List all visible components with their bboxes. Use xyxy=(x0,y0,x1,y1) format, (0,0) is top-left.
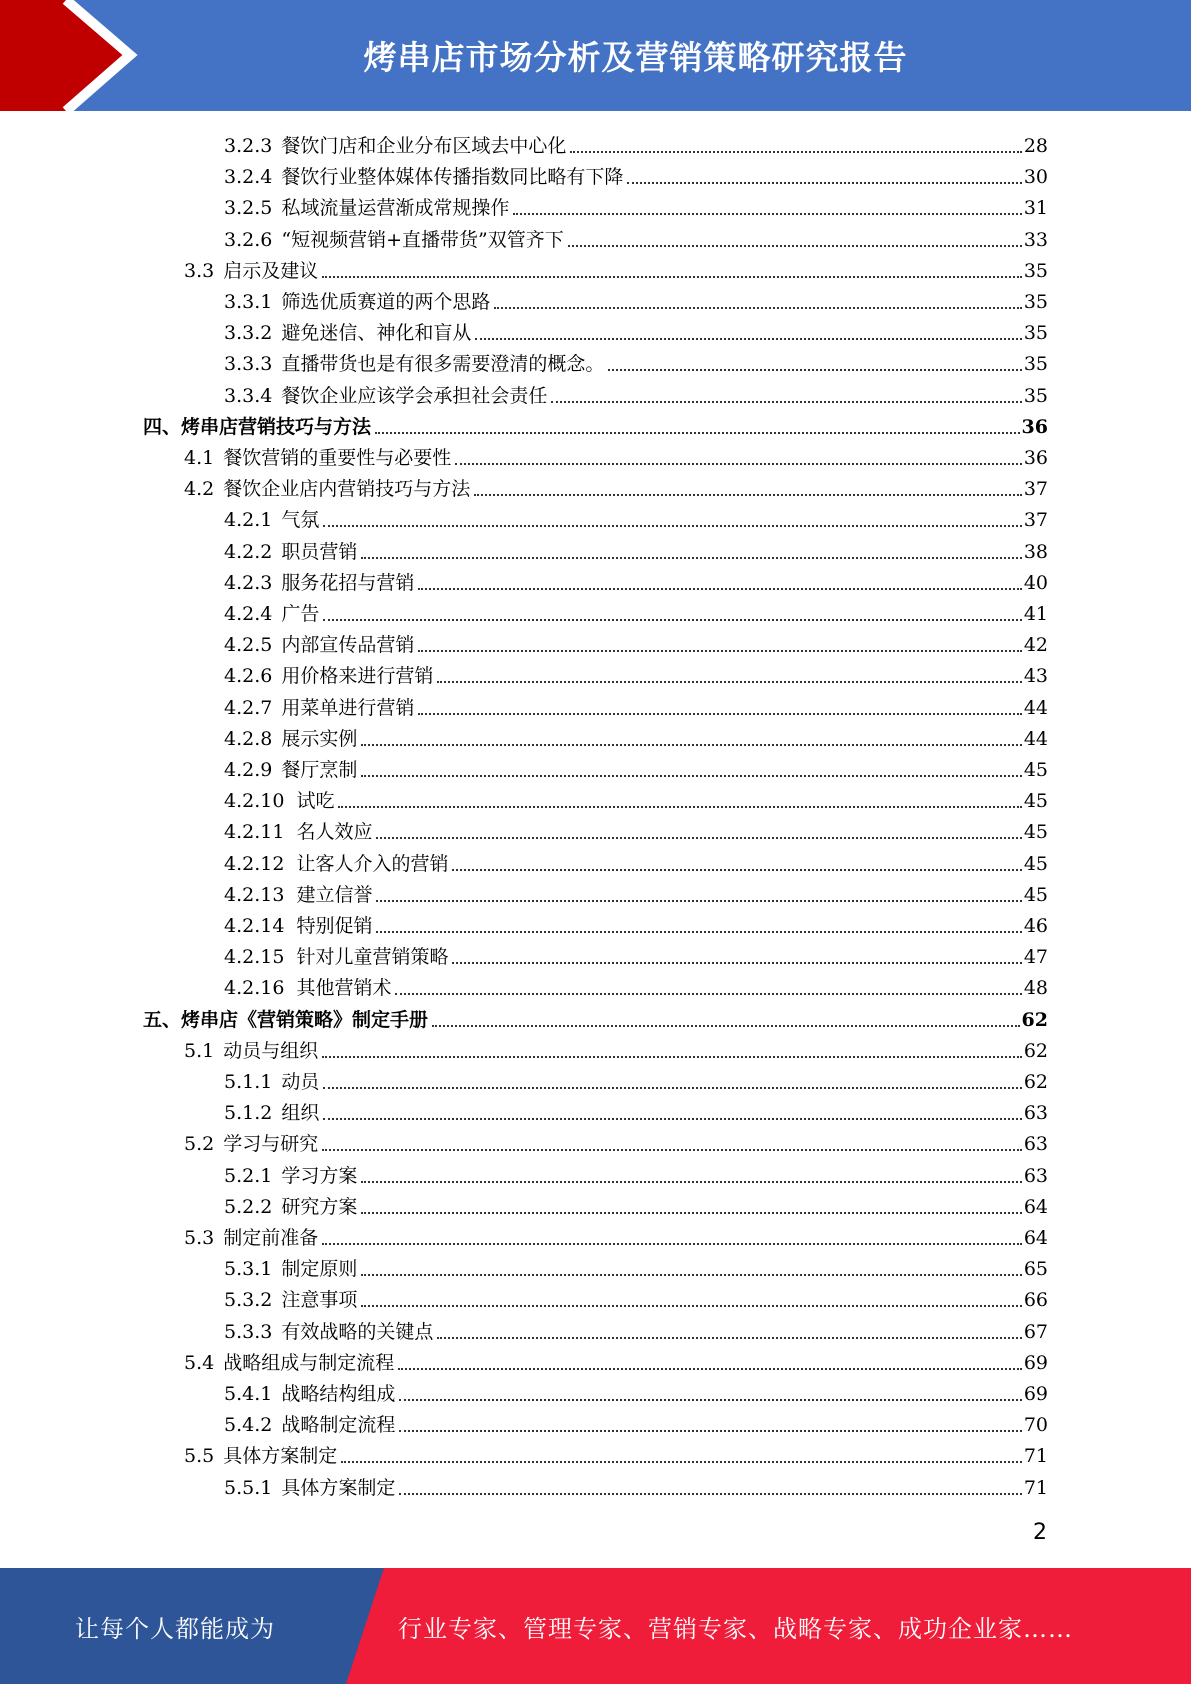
toc-entry-page: 62 xyxy=(1021,1008,1048,1031)
toc-entry-title: 餐饮企业应该学会承担社会责任 xyxy=(281,384,548,407)
toc-entry[interactable] xyxy=(224,189,1048,220)
toc-entry-page: 38 xyxy=(1023,540,1048,563)
toc-entry[interactable] xyxy=(224,1406,1048,1437)
toc-entry-number: 5.1.1 xyxy=(224,1071,273,1093)
toc-entry-title: 具体方案制定 xyxy=(281,1476,396,1499)
toc-dot-leader xyxy=(399,1493,1021,1495)
toc-entry-page: 35 xyxy=(1023,384,1048,407)
toc-entry-number: 4.2.10 xyxy=(224,790,285,813)
toc-entry-page: 70 xyxy=(1023,1414,1048,1437)
toc-dot-leader xyxy=(322,276,1022,278)
toc-dot-leader xyxy=(437,1337,1021,1339)
toc-entry-title: 组织 xyxy=(281,1102,320,1125)
toc-dot-leader xyxy=(376,931,1021,933)
toc-entry-number: 4.1 xyxy=(184,447,215,469)
toc-entry-number: 5.5.1 xyxy=(224,1476,273,1499)
toc-entry-number: 5.3 xyxy=(184,1227,215,1249)
footer-slogan-left: 让每个人都能成为 xyxy=(75,1614,275,1643)
toc-entry-number: 3.2.3 xyxy=(224,135,273,157)
toc-entry-page: 30 xyxy=(1023,166,1048,189)
toc-dot-leader xyxy=(338,806,1021,808)
toc-entry[interactable] xyxy=(224,1157,1048,1188)
toc-entry-title: 特别促销 xyxy=(296,915,373,937)
toc-entry[interactable] xyxy=(224,657,1048,688)
toc-entry-number: 5.3.1 xyxy=(224,1258,273,1281)
toc-entry[interactable] xyxy=(224,720,1048,751)
toc-entry-page: 33 xyxy=(1023,228,1048,251)
toc-entry-title: 具体方案制定 xyxy=(223,1445,338,1468)
toc-dot-leader xyxy=(551,401,1021,403)
toc-dot-leader xyxy=(437,681,1021,683)
toc-entry-number: 五、 xyxy=(143,1008,182,1031)
toc-entry-page: 69 xyxy=(1023,1383,1048,1405)
toc-entry[interactable] xyxy=(224,377,1048,408)
toc-entry[interactable] xyxy=(224,501,1048,532)
toc-entry-page: 45 xyxy=(1023,883,1048,906)
toc-entry-title: 注意事项 xyxy=(281,1289,358,1312)
toc-dot-leader xyxy=(399,1399,1021,1401)
toc-entry-title: 动员与组织 xyxy=(223,1039,319,1062)
toc-entry-title: 展示实例 xyxy=(281,727,358,750)
toc-entry[interactable] xyxy=(224,221,1048,252)
toc-entry-page: 36 xyxy=(1023,447,1048,469)
toc-dot-leader xyxy=(361,1305,1021,1307)
toc-entry-number: 4.2.16 xyxy=(224,977,285,1000)
toc-entry-number: 4.2.6 xyxy=(224,665,273,688)
toc-dot-leader xyxy=(570,151,1021,153)
toc-dot-leader xyxy=(627,182,1021,184)
toc-dot-leader xyxy=(361,1181,1021,1183)
toc-dot-leader xyxy=(323,1087,1021,1089)
toc-entry-page: 45 xyxy=(1023,852,1048,875)
toc-entry-number: 4.2.13 xyxy=(224,883,285,906)
toc-entry-number: 4.2 xyxy=(184,478,215,501)
toc-entry-page: 42 xyxy=(1023,634,1048,657)
toc-entry-page: 63 xyxy=(1023,1102,1048,1125)
toc-entry[interactable] xyxy=(184,470,1048,501)
toc-entry-title: 战略组成与制定流程 xyxy=(223,1351,395,1374)
toc-entry[interactable] xyxy=(143,1001,1048,1032)
toc-dot-leader xyxy=(376,900,1021,902)
toc-entry[interactable] xyxy=(184,252,1048,283)
toc-entry-title: 研究方案 xyxy=(281,1195,358,1218)
toc-dot-leader xyxy=(361,557,1021,559)
toc-dot-leader xyxy=(432,1025,1020,1027)
toc-entry-page: 41 xyxy=(1023,603,1048,625)
report-title: 烤串店市场分析及营销策略研究报告 xyxy=(363,38,908,77)
toc-entry-title: 用价格来进行营销 xyxy=(281,665,434,688)
toc-entry-number: 3.3.3 xyxy=(224,353,273,376)
toc-entry-number: 4.2.8 xyxy=(224,727,273,750)
toc-entry-title: 试吃 xyxy=(296,790,335,813)
toc-entry-title: 私域流量运营渐成常规操作 xyxy=(281,197,510,220)
toc-entry-number: 5.2.2 xyxy=(224,1195,273,1218)
toc-dot-leader xyxy=(361,744,1021,746)
toc-entry[interactable] xyxy=(224,1094,1048,1125)
toc-entry-page: 40 xyxy=(1023,571,1048,594)
toc-entry-number: 3.2.6 xyxy=(224,228,273,251)
toc-entry[interactable] xyxy=(224,158,1048,189)
toc-entry-page: 37 xyxy=(1023,478,1048,501)
toc-entry-title: 餐饮门店和企业分布区域去中心化 xyxy=(281,135,567,157)
toc-entry-title: 内部宣传品营销 xyxy=(281,634,415,657)
toc-dot-leader xyxy=(452,962,1021,964)
toc-dot-leader xyxy=(361,1274,1021,1276)
toc-dot-leader xyxy=(375,432,1020,434)
toc-dot-leader xyxy=(323,619,1021,621)
toc-entry-page: 62 xyxy=(1023,1039,1048,1062)
toc-entry-title: 餐饮企业店内营销技巧与方法 xyxy=(223,478,471,501)
toc-entry-number: 4.2.7 xyxy=(224,696,273,719)
toc-entry-title: 建立信誉 xyxy=(296,883,373,906)
toc-entry[interactable] xyxy=(224,938,1048,969)
toc-entry-page: 71 xyxy=(1023,1445,1048,1468)
toc-entry-page: 67 xyxy=(1023,1320,1048,1343)
toc-entry-page: 31 xyxy=(1023,197,1048,220)
toc-entry-page: 47 xyxy=(1023,946,1048,969)
toc-entry[interactable] xyxy=(184,1125,1048,1156)
toc-entry-title: 学习方案 xyxy=(281,1164,358,1187)
toc-dot-leader xyxy=(494,307,1021,309)
toc-entry-title: 战略制定流程 xyxy=(281,1414,396,1437)
toc-entry-page: 64 xyxy=(1023,1227,1048,1249)
toc-dot-leader xyxy=(418,713,1021,715)
toc-entry-number: 5.2 xyxy=(184,1133,215,1156)
toc-entry[interactable] xyxy=(224,1375,1048,1406)
toc-entry-title: 其他营销术 xyxy=(296,977,392,1000)
toc-entry-page: 65 xyxy=(1023,1258,1048,1281)
toc-entry[interactable] xyxy=(224,969,1048,1000)
toc-entry-title: 筛选优质赛道的两个思路 xyxy=(281,291,491,313)
toc-dot-leader xyxy=(322,1243,1022,1245)
toc-dot-leader xyxy=(418,588,1021,590)
toc-entry[interactable] xyxy=(184,1032,1048,1063)
toc-entry-title: 广告 xyxy=(281,603,320,625)
toc-entry-page: 44 xyxy=(1023,696,1048,719)
toc-entry-title: 职员营销 xyxy=(281,540,358,563)
toc-entry-page: 35 xyxy=(1023,322,1048,345)
toc-entry[interactable] xyxy=(224,564,1048,595)
page-number: 2 xyxy=(1033,1520,1047,1545)
toc-dot-leader xyxy=(418,650,1021,652)
footer-slogan-right: 行业专家、管理专家、营销专家、战略专家、成功企业家…… xyxy=(398,1614,1073,1643)
toc-entry-number: 4.2.12 xyxy=(224,852,285,875)
toc-entry-number: 4.2.9 xyxy=(224,759,273,781)
toc-dot-leader xyxy=(455,463,1022,465)
toc-entry-number: 4.2.1 xyxy=(224,509,273,532)
toc-entry[interactable] xyxy=(224,1313,1048,1344)
toc-entry-number: 4.2.15 xyxy=(224,946,285,969)
toc-entry-number: 5.4.1 xyxy=(224,1383,273,1405)
toc-entry-title: 服务花招与营销 xyxy=(281,571,415,594)
toc-entry-page: 44 xyxy=(1023,727,1048,750)
toc-entry[interactable] xyxy=(224,751,1048,782)
toc-entry[interactable] xyxy=(224,1250,1048,1281)
toc-dot-leader xyxy=(376,837,1021,839)
toc-entry-title: 制定前准备 xyxy=(223,1227,319,1249)
toc-entry-page: 63 xyxy=(1023,1133,1048,1156)
toc-entry-page: 62 xyxy=(1023,1071,1048,1093)
toc-dot-leader xyxy=(361,1212,1021,1214)
toc-dot-leader xyxy=(323,1118,1021,1120)
toc-entry-number: 3.3.4 xyxy=(224,384,273,407)
toc-entry-title: 烤串店《营销策略》制定手册 xyxy=(181,1008,429,1031)
toc-entry-title: 学习与研究 xyxy=(223,1133,319,1156)
toc-entry[interactable] xyxy=(224,876,1048,907)
toc-entry-page: 48 xyxy=(1023,977,1048,1000)
toc-entry-title: 餐厅烹制 xyxy=(281,759,358,781)
toc-entry[interactable] xyxy=(224,626,1048,657)
toc-dot-leader xyxy=(341,1461,1022,1463)
toc-entry-title: 让客人介入的营销 xyxy=(296,852,449,875)
toc-entry-number: 4.2.2 xyxy=(224,540,273,563)
toc-entry[interactable] xyxy=(184,1437,1048,1468)
toc-entry-page: 46 xyxy=(1023,915,1048,937)
toc-entry-title: 避免迷信、神化和盲从 xyxy=(281,322,472,345)
toc-entry[interactable] xyxy=(224,782,1048,813)
page-header xyxy=(0,0,1191,111)
toc-entry-title: 烤串店营销技巧与方法 xyxy=(181,415,372,438)
toc-entry-number: 3.3.2 xyxy=(224,322,273,345)
toc-entry[interactable] xyxy=(224,1188,1048,1219)
toc-entry-title: “短视频营销+直播带货”双管齐下 xyxy=(281,228,564,251)
toc-dot-leader xyxy=(322,1056,1022,1058)
toc-entry-number: 四、 xyxy=(143,415,182,438)
toc-entry-title: 针对儿童营销策略 xyxy=(296,946,449,969)
toc-dot-leader xyxy=(395,993,1021,995)
toc-entry-page: 71 xyxy=(1023,1476,1048,1499)
toc-entry-title: 战略结构组成 xyxy=(281,1383,396,1405)
toc-entry-title: 直播带货也是有很多需要澄清的概念。 xyxy=(281,353,605,376)
toc-entry[interactable] xyxy=(224,127,1048,158)
toc-entry-number: 5.4.2 xyxy=(224,1414,273,1437)
toc-entry-title: 启示及建议 xyxy=(223,259,319,282)
toc-entry-number: 3.3.1 xyxy=(224,291,273,313)
toc-dot-leader xyxy=(475,338,1021,340)
toc-dot-leader xyxy=(568,245,1022,247)
toc-entry-number: 5.4 xyxy=(184,1351,215,1374)
toc-entry-number: 4.2.3 xyxy=(224,571,273,594)
page-footer xyxy=(0,1568,1191,1684)
toc-dot-leader xyxy=(398,1368,1022,1370)
toc-dot-leader xyxy=(361,775,1021,777)
toc-entry[interactable] xyxy=(184,1219,1048,1250)
toc-entry-number: 4.2.11 xyxy=(224,821,285,844)
toc-entry-number: 5.2.1 xyxy=(224,1164,273,1187)
toc-entry-page: 66 xyxy=(1023,1289,1048,1312)
toc-entry-page: 28 xyxy=(1023,135,1048,157)
toc-dot-leader xyxy=(322,1149,1022,1151)
toc-entry-title: 有效战略的关键点 xyxy=(281,1320,434,1343)
toc-entry[interactable] xyxy=(184,1344,1048,1375)
toc-entry-page: 43 xyxy=(1023,665,1048,688)
toc-entry-title: 制定原则 xyxy=(281,1258,358,1281)
toc-entry-number: 4.2.4 xyxy=(224,603,273,625)
toc-entry-page: 45 xyxy=(1023,759,1048,781)
toc-entry[interactable] xyxy=(224,533,1048,564)
toc-entry-page: 36 xyxy=(1021,415,1048,438)
toc-entry[interactable] xyxy=(224,845,1048,876)
toc-entry-title: 用菜单进行营销 xyxy=(281,696,415,719)
toc-entry[interactable] xyxy=(224,1063,1048,1094)
toc-entry-title: 餐饮营销的重要性与必要性 xyxy=(223,447,452,469)
toc-entry[interactable] xyxy=(224,1469,1048,1500)
toc-entry-page: 64 xyxy=(1023,1195,1048,1218)
toc-entry-title: 餐饮行业整体媒体传播指数同比略有下降 xyxy=(281,166,624,189)
toc-entry[interactable] xyxy=(143,408,1048,439)
toc-entry[interactable] xyxy=(224,1281,1048,1312)
toc-dot-leader xyxy=(474,494,1022,496)
toc-entry-page: 45 xyxy=(1023,790,1048,813)
toc-entry-page: 37 xyxy=(1023,509,1048,532)
toc-entry[interactable] xyxy=(224,283,1048,314)
toc-dot-leader xyxy=(323,525,1021,527)
toc-entry-number: 3.2.5 xyxy=(224,197,273,220)
toc-entry-title: 动员 xyxy=(281,1071,320,1093)
toc-entry-page: 45 xyxy=(1023,821,1048,844)
toc-entry-number: 3.2.4 xyxy=(224,166,273,189)
toc-dot-leader xyxy=(452,869,1021,871)
toc-entry[interactable] xyxy=(224,314,1048,345)
toc-entry-number: 4.2.14 xyxy=(224,915,285,937)
toc-dot-leader xyxy=(399,1430,1021,1432)
toc-entry[interactable] xyxy=(184,439,1048,470)
toc-entry[interactable] xyxy=(224,345,1048,376)
toc-entry-page: 35 xyxy=(1023,353,1048,376)
toc-entry-number: 5.3.3 xyxy=(224,1320,273,1343)
toc-entry-title: 名人效应 xyxy=(296,821,373,844)
toc-entry-page: 35 xyxy=(1023,259,1048,282)
toc-entry-title: 气氛 xyxy=(281,509,320,532)
toc-entry-number: 5.1.2 xyxy=(224,1102,273,1125)
toc-entry-page: 63 xyxy=(1023,1164,1048,1187)
toc-dot-leader xyxy=(608,369,1021,371)
toc-entry-number: 4.2.5 xyxy=(224,634,273,657)
toc-entry-page: 69 xyxy=(1023,1351,1048,1374)
toc-entry-number: 3.3 xyxy=(184,259,215,282)
toc-entry[interactable] xyxy=(224,907,1048,938)
toc-entry-page: 35 xyxy=(1023,291,1048,313)
toc-entry[interactable] xyxy=(224,813,1048,844)
toc-entry-number: 5.1 xyxy=(184,1039,215,1062)
toc-entry[interactable] xyxy=(224,595,1048,626)
toc-entry-number: 5.5 xyxy=(184,1445,215,1468)
toc-entry-number: 5.3.2 xyxy=(224,1289,273,1312)
toc-dot-leader xyxy=(513,213,1021,215)
toc-entry[interactable] xyxy=(224,689,1048,720)
